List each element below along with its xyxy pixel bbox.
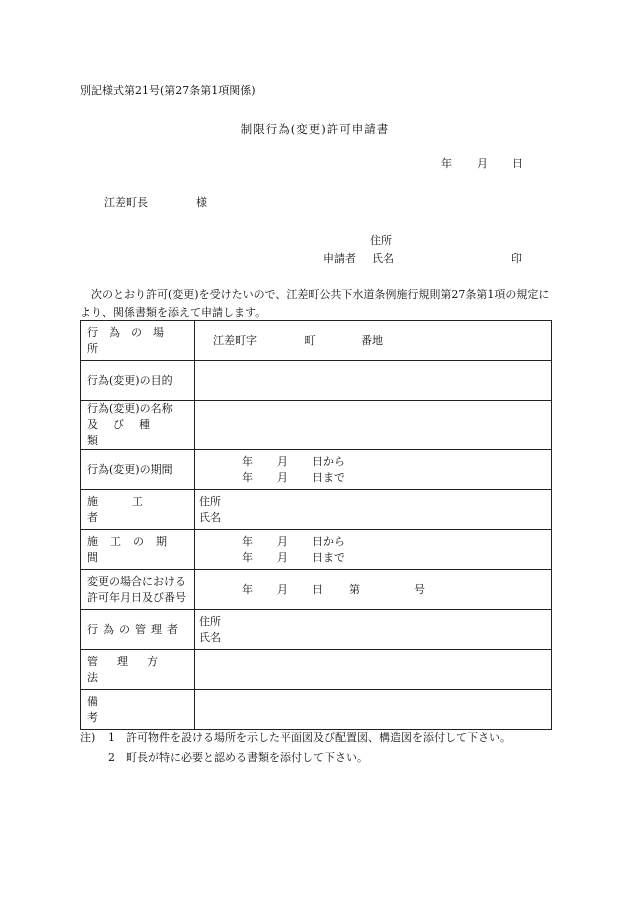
date-day-label: 日 [512, 157, 523, 170]
construction-period-value-cell[interactable] [195, 530, 552, 570]
purpose-value-cell[interactable] [195, 361, 552, 401]
period-label: 行為(変更)の期間 [81, 450, 195, 490]
location-lot: 番地 [361, 333, 383, 347]
to-year: 年 [242, 470, 253, 484]
construction-to [242, 550, 545, 566]
intro-paragraph: 次のとおり許可(変更)を受けたいので、江差町公共下水道条例施行規則第27条第1項の規定により、関係書類を添えて申請します。 [80, 288, 550, 319]
to-year: 年 [242, 550, 253, 564]
table-row [81, 401, 552, 450]
from-month: 月 [277, 534, 288, 548]
permit-day: 日 [312, 582, 323, 596]
date-year-label: 年 [441, 157, 452, 170]
permit-no-prefix: 第 [349, 582, 360, 596]
location-town: 町 [304, 333, 316, 347]
note-item-1 [80, 728, 511, 748]
period-to [242, 470, 545, 486]
from-month: 月 [277, 454, 288, 468]
name-kind-value-cell[interactable] [195, 401, 552, 450]
from-year: 年 [242, 454, 253, 468]
remarks-label [81, 690, 195, 730]
name-kind-label-line2: 及び種類 [87, 418, 165, 447]
name-kind-label [81, 401, 195, 450]
note-number: 2 [108, 751, 115, 764]
purpose-label: 行為(変更)の目的 [81, 361, 195, 401]
to-month: 月 [277, 470, 288, 484]
applicant-address-label: 住所 [370, 234, 392, 247]
name-kind-label-line1: 行為(変更)の名称 [87, 402, 173, 415]
to-day: 日まで [312, 470, 345, 484]
manager-address-label: 住所 [199, 614, 221, 628]
label-text: 管理方法 [87, 654, 177, 684]
table-row [81, 361, 552, 401]
contractor-value-cell[interactable] [195, 490, 552, 530]
label-text: 行為の場所 [87, 325, 175, 355]
notes-marker: 注) [80, 731, 96, 744]
from-day: 日から [312, 454, 345, 468]
permit-info-value-cell[interactable] [195, 570, 552, 610]
location-label [87, 325, 190, 357]
location-prefix: 江差町字 [213, 333, 257, 347]
contractor-label-spread [87, 494, 190, 526]
from-day: 日から [312, 534, 345, 548]
contractor-name-label: 氏名 [199, 510, 221, 524]
row-label [81, 321, 195, 361]
label-text: 施工者 [87, 494, 177, 524]
table-row [81, 570, 552, 610]
table-row [81, 321, 552, 361]
note-text: 許可物件を設ける場所を示した平面図及び配置図、構造図を添付して下さい。 [126, 731, 511, 744]
contractor-label [81, 490, 195, 530]
remarks-value-cell[interactable] [195, 690, 552, 730]
table-row [81, 490, 552, 530]
table-row [81, 690, 552, 730]
management-method-label [81, 650, 195, 690]
table-row [81, 650, 552, 690]
permit-year: 年 [242, 582, 253, 596]
honorific: 様 [196, 196, 207, 209]
form-title: 制限行為(変更)許可申請書 [240, 122, 390, 136]
management-method-value-cell[interactable] [195, 650, 552, 690]
applicant-label: 申請者 [323, 252, 356, 265]
note-number: 1 [108, 731, 115, 744]
period-from [242, 454, 545, 470]
period-value-cell[interactable] [195, 450, 552, 490]
manager-label [81, 610, 195, 650]
contractor-address-label: 住所 [199, 494, 221, 508]
to-month: 月 [277, 550, 288, 564]
manager-name-label: 氏名 [199, 630, 221, 644]
table-row [81, 610, 552, 650]
note-item-2 [80, 748, 511, 768]
to-day: 日まで [312, 550, 345, 564]
applicant-name-label: 氏名 [372, 252, 394, 265]
permit-info-label-line2: 許可年月日及び番号 [87, 590, 186, 604]
label-text: 備考 [87, 694, 168, 724]
permit-info-label [81, 570, 195, 610]
notes-section [80, 728, 511, 768]
permit-info-label-line1: 変更の場合における [87, 574, 186, 588]
table-row [81, 530, 552, 570]
permit-month: 月 [277, 582, 288, 596]
form-number: 別記様式第21号(第27条第1項関係) [80, 84, 256, 97]
manager-value-cell[interactable] [195, 610, 552, 650]
table-row [81, 450, 552, 490]
label-text: 行為の管理者 [87, 622, 183, 636]
application-table [80, 320, 552, 730]
from-year: 年 [242, 534, 253, 548]
label-text: 施工の期間 [87, 534, 179, 564]
note-text: 町長が特に必要と認める書類を添付して下さい。 [126, 751, 368, 764]
construction-period-label [81, 530, 195, 570]
location-value-cell[interactable] [195, 321, 552, 361]
date-month-label: 月 [477, 157, 488, 170]
construction-from [242, 534, 545, 550]
addressee: 江差町長 [104, 196, 148, 209]
seal-mark: 印 [511, 252, 522, 265]
permit-no-suffix: 号 [414, 582, 425, 596]
